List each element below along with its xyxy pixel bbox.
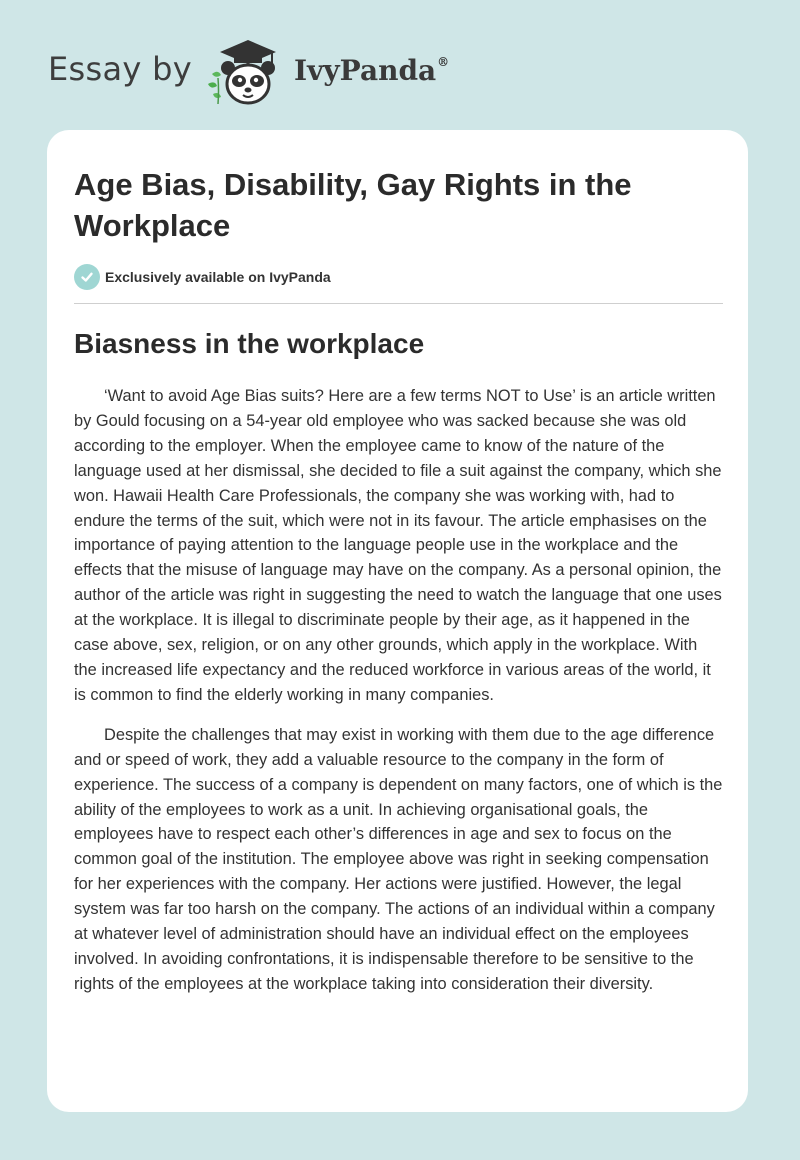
article-body (74, 384, 724, 1012)
essay-card (47, 130, 748, 1112)
brand-name[interactable] (294, 54, 449, 87)
paragraph: ‘Want to avoid Age Bias suits? Here are a few terms NOT to Use’ is an article written by Gould focusing on a 54-year old employee who was sacked because she was old according to the employer. When the employee came to know of the nature of the language used at her dismissal, she decided to file a suit against the company, which she won. Hawaii Health Care Professionals, the company she was working with, had to endure the terms of the suit, which were not in its favour. The article emphasises on the importance of paying attention to the language people use in the workplace and the effects that the misuse of language may have on the company. As a personal opinion, the author of the article was right in suggesting the need to watch the language that one uses at the workplace. It is illegal to discriminate people by their age, as it happened in the case above, sex, religion, or on any other grounds, which apply in the workplace. With the increased life expectancy and the reduced workforce in various areas of the world, it is common to find the elderly working in many companies. (74, 387, 722, 704)
checkmark-icon (74, 264, 100, 290)
registered-mark: ® (437, 55, 450, 69)
panda-logo-icon[interactable] (200, 34, 292, 110)
exclusive-badge (74, 264, 331, 290)
page-title: Age Bias, Disability, Gay Rights in the Workplace (74, 167, 632, 243)
logo-prefix: Essay by (48, 50, 192, 88)
paragraph: Despite the challenges that may exist in working with them due to the age difference and or speed of work, they add a valuable resource to the company in the form of experience. The success of a company is dependent on many factors, one of which is the ability of the employees to work as a unit. In achieving organisational goals, the employees have to respect each other’s differences in age and sex to focus on the common goal of the institution. The employee above was right in seeking compensation for her experiences with the company. Her actions were justified. However, the legal system was far too harsh on the company. The actions of an individual within a company at whatever level of administration should have an individual effect on the employees involved. In avoiding confrontations, it is indispensable therefore to be sensitive to the rights of the employees at the workplace taking into consideration their diversity. (74, 725, 723, 993)
divider (74, 303, 723, 304)
section-heading: Biasness in the workplace (74, 328, 425, 359)
site-header (0, 0, 800, 130)
exclusive-label: Exclusively available on IvyPanda (105, 269, 331, 285)
brand-name-text: IvyPanda (294, 54, 437, 87)
